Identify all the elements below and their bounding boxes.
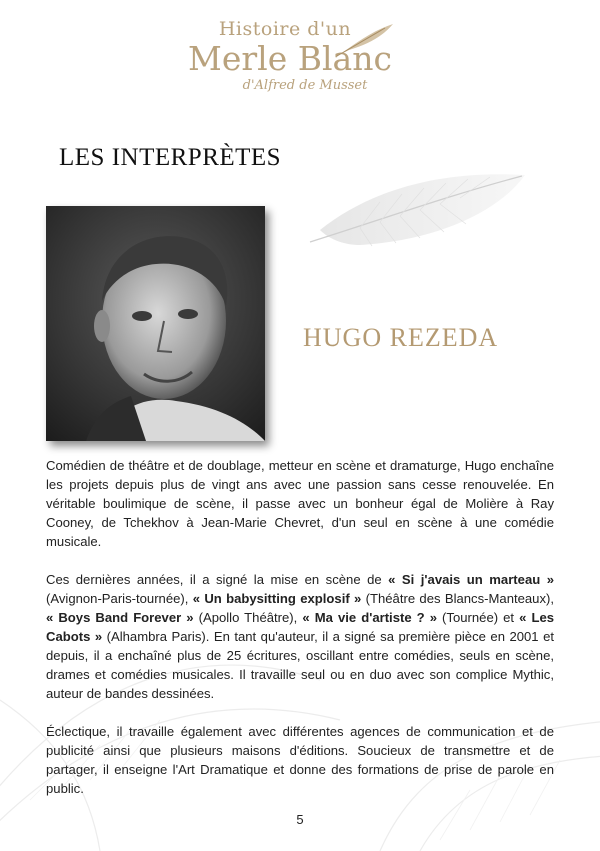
show-title: « Si j'avais un marteau » [388,572,554,587]
logo-subtitle: d'Alfred de Musset [242,78,368,93]
feather-decoration [300,150,530,260]
show-title: « Boys Band Forever » [46,610,194,625]
bio-paragraph-2 [46,570,554,703]
bio-paragraph-1: Comédien de théâtre et de doublage, metteur en scène et dramaturge, Hugo enchaîne les projets depuis plus de vingt ans avec une passion sans cesse renouvelée. En véritable boulimique de scène, il passe avec un bonheur égal de Molière à Ray Cooney, de Tchekhov à Jean-Marie Chevret, d'un seul en scène à une comédie musicale. [46,458,554,549]
biography [46,456,554,817]
logo-line-1: Histoire d'un [218,18,352,40]
actor-name: HUGO REZEDA [303,323,499,352]
text-run: (Tournée) et [437,610,520,625]
text-run: (Apollo Théâtre), [193,610,303,625]
text-run: Ces dernières années, il a signé la mise en scène de [46,572,389,587]
page-number: 5 [296,812,304,827]
quill-icon [335,22,395,58]
show-title: « Ma vie d'artiste ? » [302,610,437,625]
show-title: « Les Cabots » [46,610,555,644]
section-title: LES INTERPRÈTES [59,144,282,171]
text-run: (Théâtre des Blancs-Manteaux), [361,591,555,606]
show-title: « Un babysitting explosif » [192,591,362,606]
actor-portrait [46,206,265,441]
logo-title: Merle Blanc [188,39,392,78]
text-run: (Avignon-Paris-tournée), [46,591,193,606]
bio-paragraph-3: Éclectique, il travaille également avec différentes agences de communication et de publicité ainsi que plusieurs maisons d'éditions. Soucieux de transmettre et de partager, il enseigne l'Art Dramatique et donne des formations de prise de parole en public. [46,724,554,796]
show-logo [0,18,600,93]
text-run: (Alhambra Paris). En tant qu'auteur, il a signé sa première pièce en 2001 et depuis, il a enchaîné plus de 25 écritures, oscillant entre comédies, seuls en scène, drames et comédies musicales. Il travaille seul ou en duo avec son complice Mythic, auteur de bandes dessinées. [46,629,555,701]
